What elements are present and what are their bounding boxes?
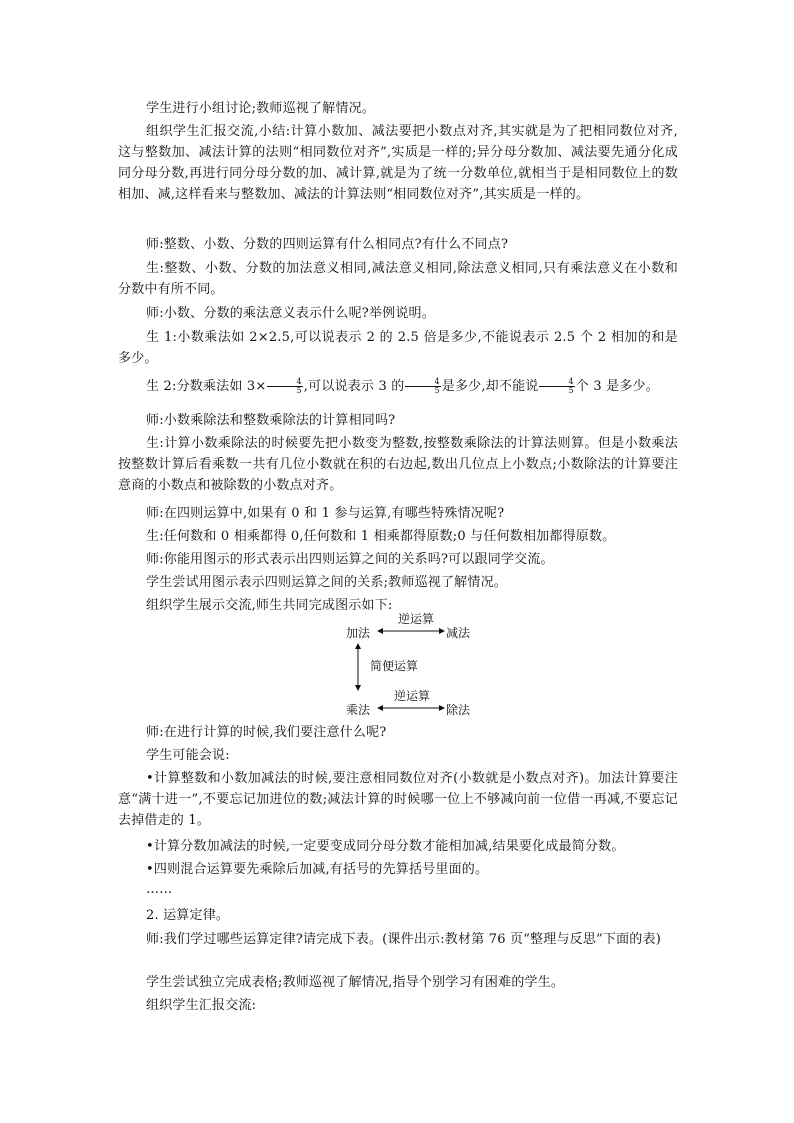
paragraph-with-fractions: [118, 376, 678, 397]
paragraph: 组织学生展示交流,师生共同完成图示如下:: [146, 598, 393, 613]
paragraph: 学生尝试用图示表示四则运算之间的关系;教师巡视了解情况。: [146, 575, 507, 590]
bullet-paragraph: •计算分数加减法的时候,一定要变成同分母分数才能相加减,结果要化成最简分数。: [146, 839, 625, 854]
addition-label: 加法: [346, 626, 371, 640]
text-run: 个 3 是多少。: [575, 379, 659, 394]
paragraph: 师:在进行计算的时候,我们要注意什么呢?: [146, 725, 387, 740]
paragraph: 生:任何数和 0 相乘都得 0,任何数和 1 相乘都得原数;0 与任何数相加都得原数。: [146, 529, 616, 544]
simplified-operation-label: 简便运算: [370, 659, 419, 673]
fraction-numerator: 4: [539, 378, 574, 387]
paragraph: 学生尝试独立完成表格;教师巡视了解情况,指导个别学习有困难的学生。: [146, 975, 565, 990]
fraction-numerator: 4: [405, 378, 440, 387]
paragraph: 组织学生汇报交流,小结:计算小数加、减法要把小数点对齐,其实就是为了把相同数位对齐,这与整数加、减法计算的法则“相同数位对齐”,实质是一样的;异分母分数加、减法要先通分化成同分母分数,再进行同分母分数的加、减计算,就是为了统一分数单位,就相当于是相同数位上的数相加、减,这样看来与整数加、减法的计算法则“相同数位对齐”,其实质是一样的。: [118, 124, 678, 202]
paragraph: 师:小数、分数的乘法意义表示什么呢?举例说明。: [146, 306, 435, 321]
fraction: [539, 378, 574, 395]
paragraph: 师:小数乘除法和整数乘除法的计算相同吗?: [146, 413, 396, 428]
paragraph: 师:我们学过哪些运算定律?请完成下表。(课件出示:教材第 76 页“整理与反思”下面的表): [146, 932, 661, 947]
fraction-numerator: 4: [267, 378, 302, 387]
section-heading: 2. 运算定律。: [146, 908, 230, 923]
bullet-paragraph: •计算整数和小数加减法的时候,要注意相同数位对齐(小数就是小数点对齐)。加法计算要注意“满十进一”,不要忘记加进位的数;减法计算的时候哪一位上不够减向前一位借一再减,不要忘记去掉借走的 1。: [118, 771, 678, 828]
division-label: 除法: [446, 703, 471, 717]
operations-diagram: [340, 612, 480, 722]
paragraph: 师:你能用图示的形式表示出四则运算之间的关系吗?可以跟同学交流。: [146, 552, 554, 567]
bullet-paragraph: •四则混合运算要先乘除后加减,有括号的先算括号里面的。: [146, 862, 489, 877]
fraction: [405, 378, 440, 395]
subtraction-label: 减法: [446, 626, 471, 640]
paragraph: 师:整数、小数、分数的四则运算有什么相同点?有什么不同点?: [146, 237, 509, 252]
text-run: 是多少,却不能说: [441, 379, 539, 394]
text-run: ,可以说表示 3 的: [303, 379, 405, 394]
paragraph: 学生可能会说:: [146, 748, 230, 763]
fraction-denominator: 5: [296, 386, 302, 395]
fraction-denominator: 5: [568, 386, 574, 395]
paragraph: 生:整数、小数、分数的加法意义相同,减法意义相同,除法意义相同,只有乘法意义在小数和分数中有所不同。: [118, 261, 678, 297]
paragraph: 学生进行小组讨论;教师巡视了解情况。: [146, 101, 375, 116]
paragraph: 生 1:小数乘法如 2×2.5,可以说表示 2 的 2.5 倍是多少,不能说表示 2.5 个 2 相加的和是多少。: [118, 330, 678, 366]
fraction: [267, 378, 302, 395]
ellipsis: ……: [146, 882, 173, 897]
text-run: 生 2:分数乘法如 3×: [146, 379, 267, 394]
paragraph: 师:在四则运算中,如果有 0 和 1 参与运算,有哪些特殊情况呢?: [146, 506, 505, 521]
multiplication-label: 乘法: [346, 703, 371, 717]
fraction-denominator: 5: [434, 386, 440, 395]
inverse-operation-top-label: 逆运算: [398, 612, 435, 626]
paragraph: 生:计算小数乘除法的时候要先把小数变为整数,按整数乘除法的计算法则算。但是小数乘法按整数计算后看乘数一共有几位小数就在积的右边起,数出几位点上小数点;小数除法的计算要注意商的小数点和被除数的小数点对齐。: [118, 436, 678, 493]
inverse-operation-bottom-label: 逆运算: [394, 689, 431, 703]
paragraph: 组织学生汇报交流:: [146, 998, 257, 1013]
